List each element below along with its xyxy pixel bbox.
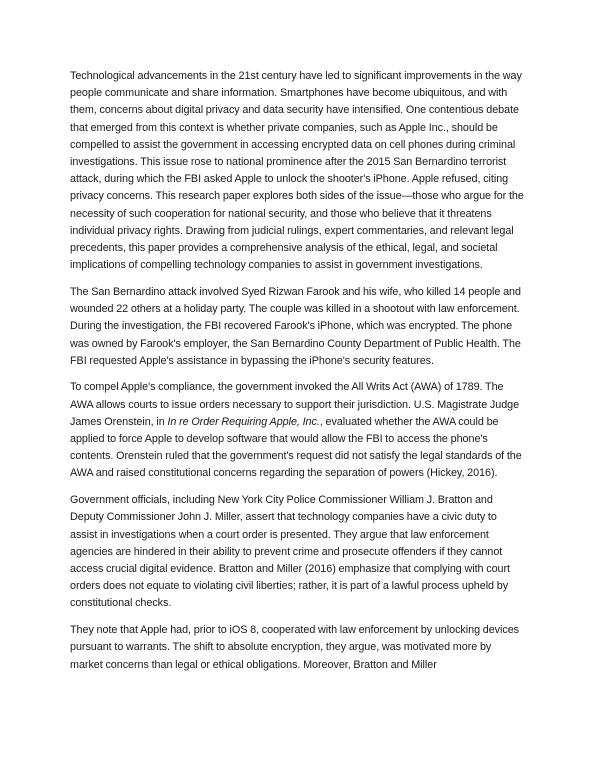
paragraph-text-after-case: , evaluated whether the AWA could be applied to force Apple to develop software that would allow the FBI to access the phone's contents. Orenstein ruled that the government's request did not satisfy the legal standards of the AWA and raised constitutional concerns regarding the separation of powers (Hickey, 2016).: [70, 415, 522, 480]
paragraph-introduction: Technological advancements in the 21st century have led to significant improvements in the way people communicate and share information. Smartphones have become ubiquitous, and with them, concerns about digital privacy and data security have intensified. One contentious debate that emerged from this context is whether private companies, such as Apple Inc., should be compelled to assist the government in accessing encrypted data on cell phones during criminal investigations. This issue rose to national prominence after the 2015 San Bernardino terrorist attack, during which the FBI asked Apple to unlock the shooter's iPhone. Apple refused, citing privacy concerns. This research paper explores both sides of the issue—those who argue for the necessity of such cooperation for national security, and those who believe that it threatens individual privacy rights. Drawing from judicial rulings, expert commentaries, and relevant legal precedents, this paper provides a comprehensive analysis of the ethical, legal, and societal implications of compelling technology companies to assist in government investigations.: [70, 70, 524, 272]
paragraph-text-before-case: To compel Apple's compliance, the government invoked the All Writs Act (AWA) of 1789. The AWA allows courts to issue orders necessary to support their jurisdiction. U.S. Magistrate Judge James Orenstein, in: [70, 381, 520, 428]
paragraph-all-writs-act: [70, 379, 525, 482]
paragraph-government-view: Government officials, including New York City Police Commissioner William J. Bratton and Deputy Commissioner John J. Miller, assert that technology companies have a civic duty to assist in investigations when a court order is presented. They argue that law enforcement agencies are hindered in their ability to prevent crime and prosecute offenders if they cannot access crucial digital evidence. Bratton and Miller (2016) emphasize that complying with court orders does not equate to violating civil liberties; rather, it is part of a lawful process upheld by constitutional checks.: [70, 494, 510, 610]
case-name-italic: In re Order Requiring Apple, Inc.: [167, 415, 320, 428]
paragraph-background: The San Bernardino attack involved Syed Rizwan Farook and his wife, who killed 14 people and wounded 22 others at a holiday party. The couple was killed in a shootout with law enforcement. During the investigation, the FBI recovered Farook's iPhone, which was encrypted. The phone was owned by Farook's employer, the San Bernardino County Department of Public Health. The FBI requested Apple's assistance in bypassing the iPhone's security features.: [70, 285, 521, 367]
paragraph-ios8-cooperation: They note that Apple had, prior to iOS 8, cooperated with law enforcement by unlocking devices pursuant to warrants. The shift to absolute encryption, they argue, was motivated more by market concerns than legal or ethical obligations. Moreover, Bratton and Miller: [70, 624, 520, 671]
